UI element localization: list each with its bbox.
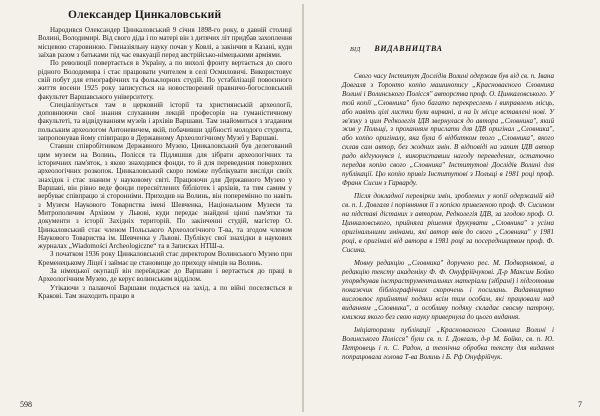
heading-prefix: ВІД: [350, 46, 361, 53]
body-paragraph: З початком 1936 року Цинкаловський стає директором Волинського Музею при Кременецькому Ліцеї і займає це становище до приходу німців на Волинь.: [38, 250, 292, 267]
right-page-body: [342, 72, 554, 366]
body-paragraph: Свого часу Інститут Дослідів Волині одержав був від св. п. Івана Довгаля з Торонто копію машинопису „Красноваєного Словника Волині і Волинського Полісся" авторства проф. О. Цинкаловського. У той копії „Словника" було багато перекреслень і виправлень місць, або навіть цілі листки були вирвані, а на їх місце вставлені нові. У зв'язку з цим Редколегія ІДВ звернулася до автора „Словника", який жив у Польщі, з проханням прислати для ІДВ оригінал „Словника", або копію оригіналу, яка була б відбитком того „Словника", якого склав сам автор, без жодних змін. В відповіді на запит ІДВ автор радо відгукнувся і, використавши нагоду переведених, остаточно передав копію свого „Словника" Інститутові Дослідів Волині для публікації. Цю копію привіз Інститутові з Польщі в 1981 році проф. Франк Сисин з Гарварду.: [342, 72, 554, 187]
heading-main: ВИДАВНИЦТВА: [374, 44, 443, 53]
article-title: Олександер Цинкаловський: [68, 9, 222, 21]
body-paragraph: По революції повертається в Україну, а по вихолі фронту вертається до свого рідного Володимира і стає працювати учителем в селі Осмиловичі. Використовує свій побут для етнографічних та фольклорних студій. По устабілізації повоєнного життя восени 1925 року записується на новостворений правничо-богословський факультет Варшавського університету.: [38, 59, 292, 101]
body-paragraph: Спеціалізується там в церковній історії та християнській археології, доповнюючи свої знання слуханням лекцій професорів на гуманістичному факультеті, та відвідуванням музеїв і архівів Варшави. Там знайомиться з згаданим польським археологом Антоневичем, якій, побачивши здібності молодого студента, запропонував йому співпрацю в Державному Археологічному Музеї у Варшаві.: [38, 100, 292, 143]
page-number-right: 7: [578, 400, 582, 409]
body-paragraph: Ініціаторами публікації „Красноваєного Словника Волині і Волинського Полісся" були св. п. І. Довгаль, д-р М. Бойко, св. п. Ю. Петровець і п. С. Радон, а технічна обробка тексту для видання попрацювала голова Т-ва Волинь і Б. Рф Онуфрійчук.: [342, 325, 554, 361]
body-paragraph: Ставши співробітником Державного Музею, Цинкаловський був делегований цим музеєм на Волинь, Полісся та Підляшшя для зібрати археологічних та історичних пам'яток, з якою знаходився фонди, то й для переведення поверхових археологічних розкопок. Цинкаловський скоро поміже публікувати висліди своїх знахідок і стає знаним у науковому світі. Працюючи для Державного Музею у Варшаві, він рівно веде фонди пересвітлених бібліотек і архівів, та тим самим у вербуває співпрацю зі сторонніми. Приходив на Волинь, він поперемінно по навіть з Музеєм Наукового Товариства імені Шевченка, Національним Музеєм та Митрополичим Архівом у Львові, куди передає знайдені цінні пам'ятки та документи з історії Західніх територій. По закінченні студій, магістер О. Цинкаловський стає членом Польського Археологічного Т-ва, та згодом членом Наукового Товариства ім. Шевченка у Львові. Публікує свої знахідки в наукових журналах „Wiadomości Archeologiczne“ та в Записках НТШ-а.: [38, 142, 292, 251]
body-paragraph: Мовну редакцію „Словника" доручено реє. М. Подворнякові, а редакцію тексту академіку Ф. Ф. Онуфрійчукові. Д-р Максим Бойко упорядкував інстраструментальних матеріали (зібрані) і підготовив покажчик бібліографічних скорочень і посилань. Видавництво висловлює прийнятні подяки всім тим особам, які працювали над виданням „Словника", а особливу подяку складає своєму патрону, книжка якого без свою науку привернула до цього видання.: [342, 259, 554, 321]
body-paragraph: Утікаючи з палаючої Варшави подається на захід, а по війні поселяється в Кракові. Там знаходить працю в: [38, 283, 292, 300]
body-paragraph: За німецької окупації він переїжджає до Варшави і вертається до праці в Археологічним Музею, де керує волинським відділом.: [38, 267, 292, 284]
publisher-heading: [350, 44, 560, 53]
body-paragraph: Народився Олександер Цинкаловський 9 січня 1898-го року, в давній столиці Волині, Володимирі. Від свого діда і по матері він з дитячих літ придбав захоплення місцевою старовиною. Гімназіяльну науку почав у Ковлі, а закінчив в Казані, куди заїхав разом з батьками під час евакуації перед австрійсько-німецькими арміями.: [38, 26, 292, 59]
body-paragraph: Після докладної перевірки змін, зроблених у копії одержаній від св. п. І. Довгаля і порівняння її з копією привезеною проф. Ф. Сисином на підставі дістаних з автором, Редколегія ІДВ, за згодою проф. О. Цинкаловського, прийняла рішення друкувати „Словника" з усіма оригінальними змінами, які автор ввів до свого „Словника" у 1981 році, в оригіналі від автора в 1981 році за посередництвом проф. Ф. Сисина.: [342, 192, 554, 254]
page-number-left: 598: [20, 400, 32, 409]
left-page-body: [38, 26, 292, 300]
